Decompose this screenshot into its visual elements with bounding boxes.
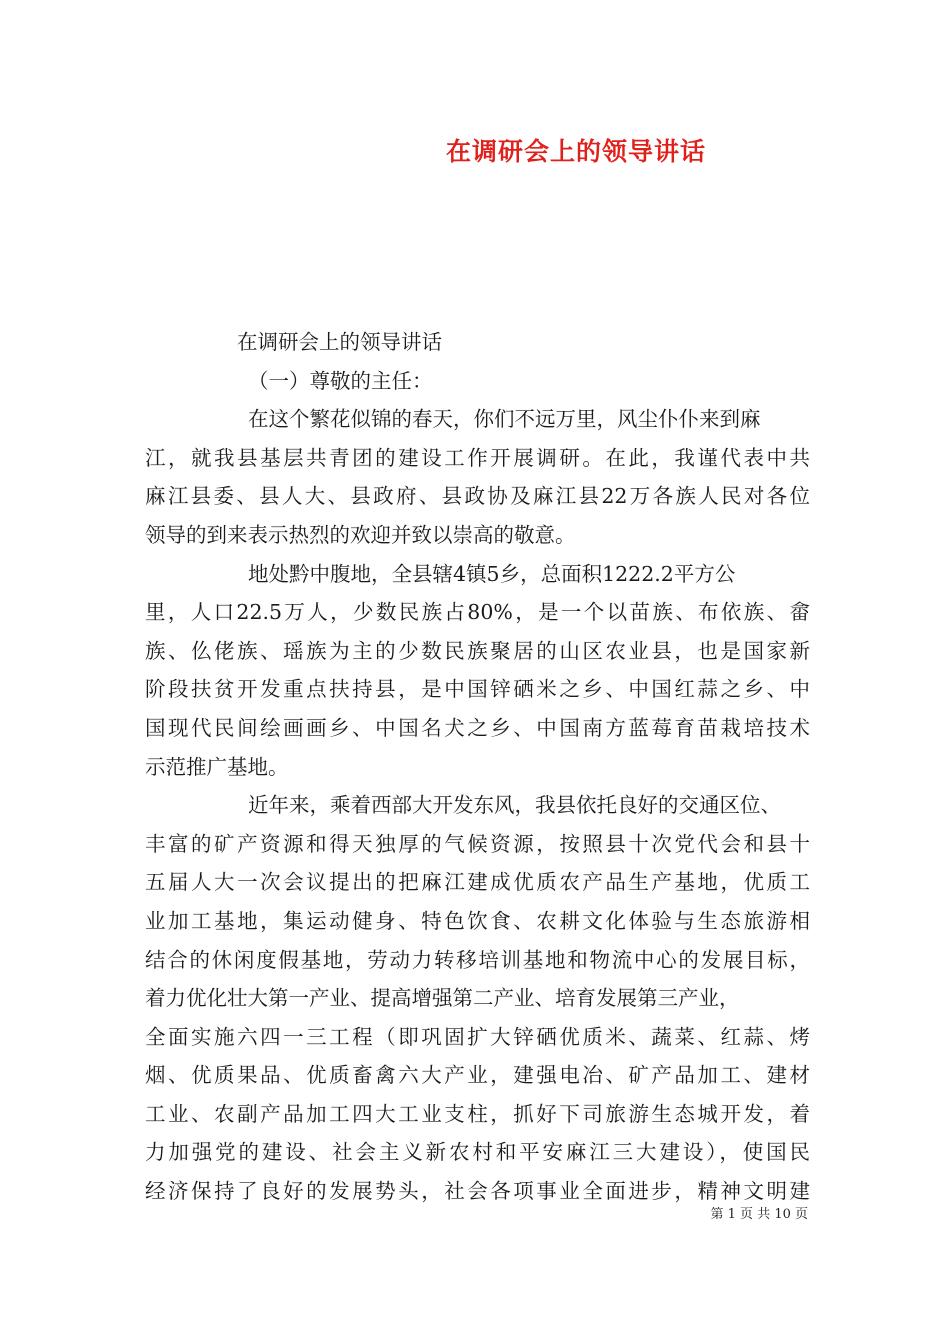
- paragraph-3-line-11: 经济保持了良好的发展势头，社会各项事业全面进步，精神文明建: [145, 1179, 810, 1204]
- paragraph-1-line-4: 领导的到来表示热烈的欢迎并致以崇高的敬意。: [145, 522, 576, 547]
- paragraph-3-line-5: 结合的休闲度假基地，劳动力转移培训基地和物流中心的发展目标，: [145, 947, 810, 972]
- salutation: （一）尊敬的主任：: [248, 368, 433, 393]
- paragraph-3-line-6: 着力优化壮大第一产业、提高增强第二产业、培育发展第三产业，: [145, 986, 740, 1011]
- paragraph-3-line-8: 烟、优质果品、优质畜禽六大产业，建强电冶、矿产品加工、建材: [145, 1063, 810, 1088]
- paragraph-3-line-10: 力加强党的建设、社会主义新农村和平安麻江三大建设），使国民: [145, 1140, 810, 1165]
- paragraph-2-line-5: 国现代民间绘画画乡、中国名犬之乡、中国南方蓝莓育苗栽培技术: [145, 715, 810, 740]
- paragraph-2-line-1: 地处黔中腹地，全县辖4镇5乡，总面积1222.2平方公: [248, 561, 736, 586]
- document-subtitle: 在调研会上的领导讲话: [237, 330, 442, 354]
- paragraph-1-line-2: 江，就我县基层共青团的建设工作开展调研。在此，我谨代表中共: [145, 445, 810, 470]
- paragraph-3-line-4: 业加工基地，集运动健身、特色饮食、农耕文化体验与生态旅游相: [145, 908, 810, 933]
- paragraph-3-line-1: 近年来，乘着西部大开发东风，我县依托良好的交通区位、: [248, 793, 781, 818]
- paragraph-3-line-9: 工业、农副产品加工四大工业支柱，抓好下司旅游生态城开发，着: [145, 1101, 810, 1126]
- page-number-footer: 第 1 页 共 10 页: [710, 1207, 808, 1222]
- paragraph-1-line-3: 麻江县委、县人大、县政府、县政协及麻江县22万各族人民对各位: [145, 484, 810, 509]
- paragraph-2-line-2: 里，人口22.5万人，少数民族占80%，是一个以苗族、布依族、畲: [145, 600, 810, 625]
- document-title: 在调研会上的领导讲话: [445, 137, 706, 166]
- paragraph-2-line-3: 族、仫佬族、瑶族为主的少数民族聚居的山区农业县，也是国家新: [145, 638, 810, 663]
- paragraph-1-line-1: 在这个繁花似锦的春天，你们不远万里，风尘仆仆来到麻: [248, 407, 761, 432]
- document-body: [145, 323, 810, 1211]
- paragraph-2-line-4: 阶段扶贫开发重点扶持县，是中国锌硒米之乡、中国红蒜之乡、中: [145, 677, 810, 702]
- paragraph-3-line-3: 五届人大一次会议提出的把麻江建成优质农产品生产基地，优质工: [145, 870, 810, 895]
- paragraph-3-line-2: 丰富的矿产资源和得天独厚的气候资源，按照县十次党代会和县十: [145, 831, 810, 856]
- paragraph-2-line-6: 示范推广基地。: [145, 754, 289, 779]
- paragraph-3-line-7: 全面实施六四一三工程（即巩固扩大锌硒优质米、蔬菜、红蒜、烤: [145, 1024, 810, 1049]
